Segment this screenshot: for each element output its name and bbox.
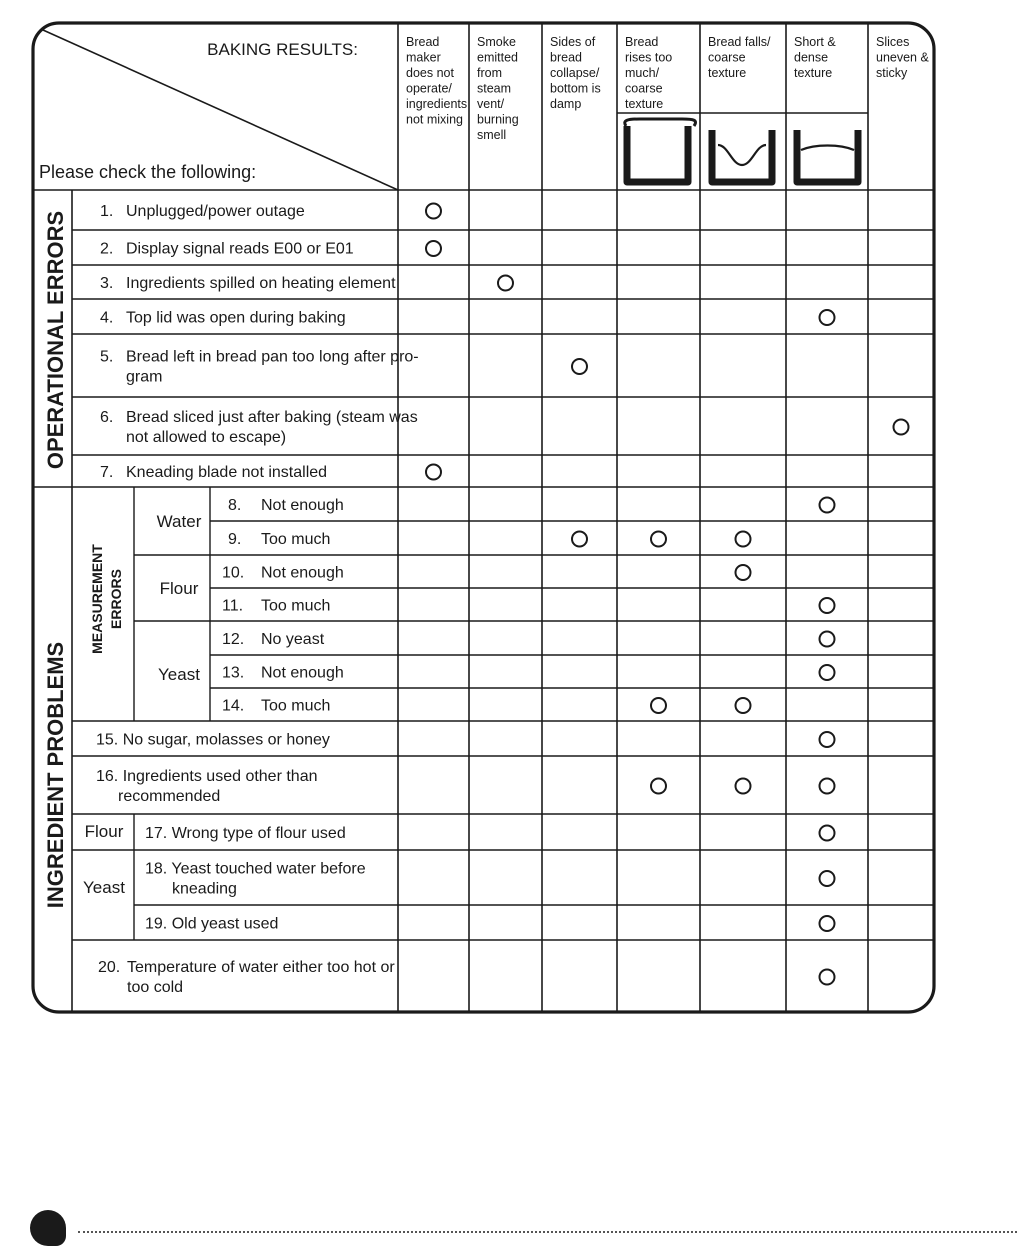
check-mark-circle (426, 204, 441, 219)
baking-results-label: BAKING RESULTS: (207, 40, 358, 59)
column-header (625, 35, 672, 111)
check-mark-circle (820, 632, 835, 647)
row-number: 7. (100, 464, 114, 481)
check-mark-circle (426, 465, 441, 480)
group-label-flour-lower: Flour (84, 822, 124, 841)
row-label: 17. Wrong type of flour used (145, 825, 346, 842)
column-header-line: operate/ (406, 81, 452, 96)
group-label-water: Water (156, 512, 202, 531)
measurement-errors-label-2: ERRORS (108, 569, 124, 629)
row-label: Bread sliced just after baking (steam was (126, 409, 418, 426)
row-number: 4. (100, 309, 114, 327)
check-mark-circle (820, 779, 835, 794)
row-label: Too much (261, 531, 331, 548)
check-mark-circle (498, 276, 513, 291)
table-row (228, 531, 751, 548)
check-mark-circle (820, 598, 835, 613)
column-header-line: texture (708, 66, 747, 80)
column-header (550, 35, 601, 111)
column-header-line: Bread (406, 35, 440, 49)
row-label: Unplugged/power outage (126, 203, 305, 220)
check-mark-circle (820, 970, 835, 985)
column-header (406, 35, 467, 127)
row-label: Not enough (261, 564, 344, 582)
check-mark-circle (651, 698, 666, 713)
ingredient-problems-label: INGREDIENT PROBLEMS (43, 641, 68, 909)
column-header-line: Sides of (550, 35, 596, 49)
table-row (100, 310, 835, 327)
column-header-line: from (477, 66, 502, 80)
column-header-line: damp (550, 97, 582, 111)
check-mark-circle (736, 779, 751, 794)
group-label-yeast-lower: Yeast (83, 878, 125, 897)
column-header (876, 35, 929, 80)
row-label: 19. Old yeast used (145, 915, 279, 933)
row-label: Not enough (261, 664, 344, 682)
column-header-line: collapse/ (550, 66, 600, 80)
row-label: Too much (261, 697, 331, 715)
table-row (100, 203, 441, 220)
please-check-label: Please check the following: (39, 162, 257, 182)
row-label: not allowed to escape) (126, 429, 287, 446)
row-number: 12. (222, 631, 245, 648)
column-header-line: Smoke (477, 35, 516, 49)
check-mark-circle (820, 665, 835, 680)
row-number: 11. (222, 597, 244, 615)
column-header-line: vent/ (477, 97, 505, 111)
column-header-line: rises too (625, 50, 673, 65)
row-label: Kneading blade not installed (126, 464, 328, 481)
row-number: 2. (100, 240, 114, 258)
column-header-line: coarse (625, 81, 663, 96)
check-mark-circle (820, 732, 835, 747)
table-row (222, 698, 751, 715)
row-label: 15. No sugar, molasses or honey (96, 731, 330, 749)
column-header-line: steam (477, 81, 512, 96)
column-header-line: texture (625, 97, 664, 111)
column-header (708, 35, 771, 80)
column-header-line: uneven & (876, 50, 929, 65)
check-mark-circle (651, 779, 666, 794)
row-label-continued: recommended (118, 788, 221, 805)
column-header (794, 35, 836, 80)
column-header-line: bread (550, 50, 582, 65)
column-header-line: Slices (876, 35, 910, 49)
column-header-line: burning (477, 112, 519, 127)
page-corner-tab (30, 1210, 66, 1246)
table-row (98, 959, 835, 996)
row-number: 5. (100, 348, 114, 366)
check-mark-circle (820, 871, 835, 886)
group-label-flour: Flour (159, 579, 199, 598)
table-row (100, 409, 909, 446)
footer-dotted-rule (78, 1231, 1017, 1233)
column-header (477, 35, 519, 142)
table-row (145, 916, 835, 933)
table-row (228, 497, 835, 514)
table-row (145, 825, 835, 842)
row-number: 9. (228, 531, 242, 548)
table-row (145, 861, 835, 898)
check-mark-circle (820, 826, 835, 841)
table-row (100, 275, 513, 292)
table-row (222, 665, 835, 682)
row-number: 20. (98, 959, 121, 976)
row-number: 13. (222, 664, 245, 682)
check-mark-circle (820, 498, 835, 513)
check-mark-circle (651, 532, 666, 547)
table-row (222, 631, 835, 648)
table-row (100, 241, 441, 258)
row-label: Too much (261, 597, 331, 615)
check-mark-circle (894, 420, 909, 435)
column-header-line: much/ (625, 66, 660, 80)
column-header-line: coarse (708, 50, 746, 65)
check-mark-circle (426, 241, 441, 256)
table-row (96, 768, 835, 805)
row-number: 3. (100, 275, 114, 292)
row-label: too cold (127, 979, 184, 996)
table-row (100, 349, 587, 386)
row-number: 1. (100, 203, 114, 220)
check-mark-circle (820, 916, 835, 931)
group-label-yeast: Yeast (158, 665, 200, 684)
table-row (100, 464, 441, 481)
column-header-line: dense (794, 50, 829, 65)
column-header-line: texture (794, 66, 833, 80)
column-header-line: Bread (625, 35, 659, 49)
bread-falls-icon (712, 130, 772, 182)
check-mark-circle (736, 565, 751, 580)
column-header-line: not mixing (406, 112, 463, 127)
column-header-line: sticky (876, 66, 908, 80)
table-row (222, 565, 751, 582)
column-header-line: smell (477, 128, 507, 142)
row-label: Top lid was open during baking (126, 309, 346, 327)
bread-rises-too-much-icon (625, 119, 696, 182)
row-label: No yeast (261, 631, 325, 648)
row-label: Bread left in bread pan too long after pro- (126, 348, 419, 366)
table-row (96, 732, 835, 749)
column-header-line: does not (406, 66, 454, 80)
column-header-line: Bread falls/ (708, 35, 771, 49)
measurement-errors-label-1: MEASUREMENT (89, 544, 105, 654)
row-label: 16. Ingredients used other than (96, 768, 318, 785)
row-label: gram (126, 368, 163, 386)
row-number: 10. (222, 564, 245, 582)
row-label: Ingredients spilled on heating element (126, 275, 396, 292)
row-label-continued: kneading (172, 880, 237, 898)
column-header-line: bottom is (550, 81, 601, 96)
column-header-line: Short & (794, 35, 836, 49)
row-number: 8. (228, 497, 242, 514)
check-mark-circle (820, 310, 835, 325)
check-mark-circle (572, 532, 587, 547)
operational-errors-label: OPERATIONAL ERRORS (43, 210, 68, 470)
row-label: Not enough (261, 497, 344, 514)
row-number: 6. (100, 409, 114, 426)
check-mark-circle (572, 359, 587, 374)
row-label: 18. Yeast touched water before (145, 860, 366, 878)
column-header-line: ingredients (406, 97, 468, 111)
check-mark-circle (736, 698, 751, 713)
column-header-line: emitted (477, 50, 518, 65)
column-header-line: maker (406, 50, 441, 65)
row-label: Temperature of water either too hot or (127, 959, 395, 976)
check-mark-circle (736, 532, 751, 547)
short-dense-icon (797, 130, 858, 182)
row-label: Display signal reads E00 or E01 (126, 240, 354, 258)
row-number: 14. (222, 697, 245, 715)
table-row (222, 598, 835, 615)
